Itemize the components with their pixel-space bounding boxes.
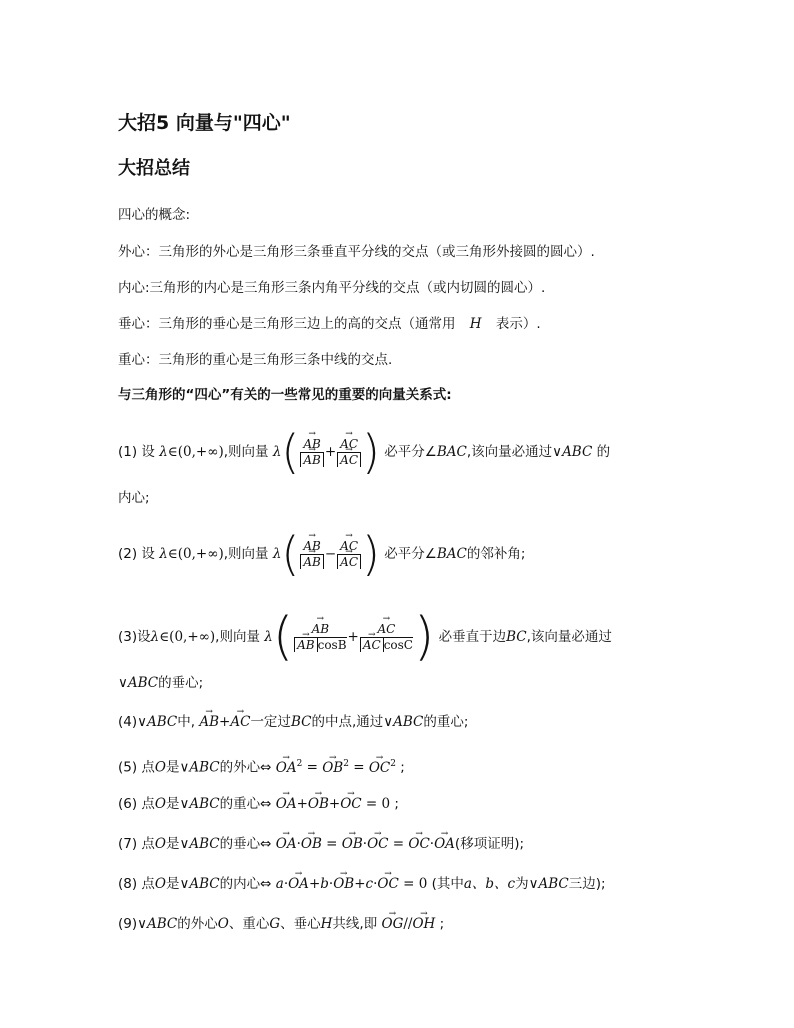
angle-bac: BAC	[436, 444, 467, 460]
item-8-text: 为∨	[515, 876, 539, 892]
item-3-text: ,则向量	[215, 629, 260, 645]
vector-ac-magnitude: → AC	[340, 453, 358, 468]
item-4-text: 的中点,通过∨	[311, 714, 394, 730]
zero-vector: 0	[418, 876, 428, 892]
parallel-sign: //	[403, 916, 413, 932]
point-h: H	[320, 916, 333, 932]
item-4-text: 的重心;	[423, 714, 469, 730]
dot-operator: ·	[373, 876, 378, 892]
side-a: a	[275, 876, 284, 892]
item-3	[118, 606, 612, 668]
equals-sign: =	[403, 876, 415, 892]
vector-ob: → OB	[342, 834, 363, 854]
angle-bac: BAC	[436, 546, 467, 562]
item-4-text: 中,	[177, 714, 196, 730]
item-1-text: 必平分∠	[384, 444, 437, 460]
triangle-abc: ABC	[189, 796, 220, 812]
plus-sign: +	[354, 876, 366, 892]
semicolon: ;	[394, 796, 399, 812]
right-paren: )	[413, 607, 435, 667]
point-o: O	[154, 876, 166, 892]
item-6-text: 的重心⇔	[219, 796, 272, 812]
fraction-ab-cosb	[294, 622, 346, 653]
equals-sign: =	[392, 836, 405, 852]
item-6	[118, 794, 399, 814]
exponent: 2	[296, 759, 303, 769]
page-title: 大招5 向量与"四心"	[118, 112, 291, 134]
exponent: 2	[343, 759, 349, 769]
item-2-text: 必平分∠	[384, 546, 437, 562]
item-3-text: 的垂心;	[158, 675, 204, 691]
item-5-text: 是∨	[166, 759, 190, 776]
plus-sign: +	[219, 714, 231, 730]
triangle-abc: ABC	[189, 759, 220, 776]
item-3-continued	[118, 673, 203, 693]
triangle-abc: ABC	[147, 714, 178, 730]
vector-ac-magnitude: → AC	[363, 638, 381, 653]
item-1-text: ,则向量	[223, 444, 269, 460]
triangle-abc: ABC	[189, 876, 220, 892]
item-7-text: (移项证明);	[454, 836, 525, 852]
point-o: O	[154, 759, 166, 776]
item-3-text: ,该向量必通过	[526, 629, 612, 645]
item-7-text: 是∨	[166, 836, 190, 852]
item-1-label: (1) 设	[118, 444, 155, 460]
plus-sign: +	[296, 796, 308, 812]
right-paren: )	[362, 425, 380, 479]
plus-sign: +	[324, 444, 337, 460]
plus-sign: +	[308, 876, 321, 892]
vector-ob: → OB	[301, 834, 322, 854]
side-c: c	[365, 876, 374, 892]
triangle-abc: ABC	[393, 714, 424, 730]
vector-ob: → OB	[308, 794, 329, 814]
dot-operator: ·	[429, 836, 435, 852]
item-5-text: 的外心⇔	[219, 759, 272, 776]
triangle-abc: ABC	[562, 444, 593, 460]
dot-operator: ·	[328, 876, 334, 892]
vector-ab-magnitude: → AB	[297, 638, 314, 653]
item-7	[118, 834, 524, 854]
relations-heading: 与三角形的“四心”有关的一些常见的重要的向量关系式:	[118, 387, 452, 403]
item-9-text: 共线,即	[332, 916, 378, 932]
dot-operator: ·	[362, 836, 368, 852]
lambda-symbol: λ	[272, 444, 282, 460]
lambda-symbol: λ	[272, 546, 282, 562]
cos-c: cosC	[383, 637, 413, 652]
vector-ac: → AC	[230, 712, 250, 732]
vector-ab: → AB	[199, 712, 219, 732]
side-b: b	[320, 876, 329, 892]
item-8-text: 是∨	[166, 876, 190, 892]
item-3-label: (3)设	[118, 629, 151, 645]
vector-oc: → OC	[369, 758, 390, 778]
left-paren: (	[272, 607, 294, 667]
dot-operator: ·	[296, 836, 301, 852]
item-8-text: (其中	[431, 876, 464, 892]
vector-ab-magnitude: → AB	[303, 555, 320, 570]
left-paren: (	[281, 527, 300, 581]
item-9-text: 、垂心	[280, 916, 321, 932]
section-subtitle: 大招总结	[118, 158, 190, 179]
side-bc: BC	[506, 629, 527, 645]
vector-oc: → OC	[408, 834, 429, 854]
vector-og: → OG	[382, 914, 404, 934]
item-9-text: 、重心	[228, 916, 270, 932]
item-1-continued: 内心;	[118, 490, 150, 506]
side-bc: BC	[290, 714, 312, 730]
plus-sign: +	[328, 796, 341, 812]
item-2-text: ,则向量	[223, 546, 269, 562]
point-o: O	[154, 836, 166, 852]
minus-sign: −	[324, 546, 337, 562]
interval: ∈(0,+∞)	[167, 444, 224, 460]
item-9-text: 的外心	[177, 916, 218, 932]
item-8	[118, 874, 606, 894]
point-o: O	[154, 796, 166, 812]
lambda-symbol: λ	[159, 444, 168, 460]
vector-oa: → OA	[288, 874, 309, 894]
item-8-label: (8) 点	[118, 876, 155, 892]
def-incenter: 内心:三角形的内心是三角形三条内角平分线的交点（或内切圆的圆心）.	[118, 280, 546, 296]
vector-ac: → AC	[377, 622, 395, 637]
item-1	[118, 424, 610, 480]
vector-ab-magnitude: → AB	[303, 453, 320, 468]
fraction-ac-cosc	[360, 622, 413, 653]
def-orthocenter-tail: 表示）.	[495, 316, 541, 332]
point-g: G	[269, 916, 281, 932]
sides-abc: a、b、c	[463, 876, 516, 892]
equals-sign: =	[326, 836, 338, 852]
vector-ab: → AB	[312, 622, 329, 637]
orth-symbol: H	[469, 316, 482, 332]
item-2-text: 的邻补角;	[466, 546, 526, 562]
item-2	[118, 526, 525, 582]
triangle-abc: ABC	[127, 675, 159, 691]
triangle-symbol: ∨	[118, 675, 128, 691]
item-5	[118, 754, 405, 778]
vector-oa: → OA	[276, 758, 297, 778]
item-7-label: (7) 点	[118, 836, 155, 852]
vector-oc: → OC	[367, 834, 388, 854]
equals-sign: =	[353, 759, 365, 776]
vector-ac-magnitude: → AC	[340, 555, 358, 570]
vector-oa: → OA	[276, 794, 297, 814]
vector-oc: → OC	[377, 874, 398, 894]
fraction-ac	[337, 437, 361, 468]
item-3-text: 必垂直于边	[438, 629, 507, 645]
triangle-abc: ABC	[538, 876, 569, 892]
item-4-label: (4)∨	[118, 714, 148, 730]
item-9-label: (9)∨	[118, 916, 148, 932]
vector-ab: → AB	[303, 539, 320, 554]
plus-sign: +	[347, 629, 359, 645]
lambda-symbol: λ	[150, 629, 160, 645]
vector-ab: → AB	[303, 437, 320, 452]
triangle-abc: ABC	[147, 916, 178, 932]
vector-ob: → OB	[333, 874, 354, 894]
item-1-text: 的	[596, 444, 611, 460]
vector-oc: → OC	[340, 794, 361, 814]
cos-b: cosB	[317, 637, 347, 652]
item-2-label: (2) 设	[118, 546, 155, 562]
concept-heading: 四心的概念:	[118, 207, 191, 223]
item-8-text: 三边);	[568, 876, 606, 892]
def-orthocenter-text: 垂心：三角形的垂心是三角形三边上的高的交点（通常用	[118, 316, 456, 332]
vector-oh: → OH	[412, 914, 435, 934]
dot-operator: ·	[283, 876, 289, 892]
item-1-text: ,该向量必通过∨	[466, 444, 563, 460]
interval: ∈(0,+∞)	[167, 546, 224, 562]
item-4-text: 一定过	[250, 714, 291, 730]
fraction-ab	[300, 437, 323, 468]
equals-sign: =	[365, 796, 378, 812]
semicolon: ;	[400, 759, 405, 776]
fraction-ab	[300, 539, 323, 570]
def-centroid: 重心：三角形的重心是三角形三条中线的交点.	[118, 352, 393, 368]
fraction-ac	[337, 539, 361, 570]
item-6-text: 是∨	[166, 796, 190, 812]
semicolon: ;	[439, 916, 445, 932]
item-4	[118, 712, 468, 732]
triangle-abc: ABC	[189, 836, 220, 852]
right-paren: )	[362, 527, 380, 581]
vector-ac: → AC	[340, 539, 358, 554]
lambda-symbol: λ	[264, 629, 273, 645]
vector-oa: → OA	[276, 834, 297, 854]
item-8-text: 的内心⇔	[219, 876, 272, 892]
interval: ∈(0,+∞)	[159, 629, 216, 645]
exponent: 2	[390, 759, 396, 769]
vector-ac: → AC	[340, 437, 358, 452]
item-6-label: (6) 点	[118, 796, 155, 812]
item-7-text: 的垂心⇔	[219, 836, 272, 852]
lambda-symbol: λ	[159, 546, 168, 562]
item-5-label: (5) 点	[118, 759, 155, 776]
def-orthocenter	[118, 314, 541, 334]
def-circumcenter: 外心：三角形的外心是三角形三条垂直平分线的交点（或三角形外接圆的圆心）.	[118, 244, 595, 260]
left-paren: (	[281, 425, 300, 479]
point-o: O	[217, 916, 229, 932]
vector-oa: → OA	[434, 834, 455, 854]
vector-ob: → OB	[322, 758, 343, 778]
zero-vector: 0	[381, 796, 391, 812]
equals-sign: =	[306, 759, 318, 776]
item-9	[118, 914, 444, 934]
